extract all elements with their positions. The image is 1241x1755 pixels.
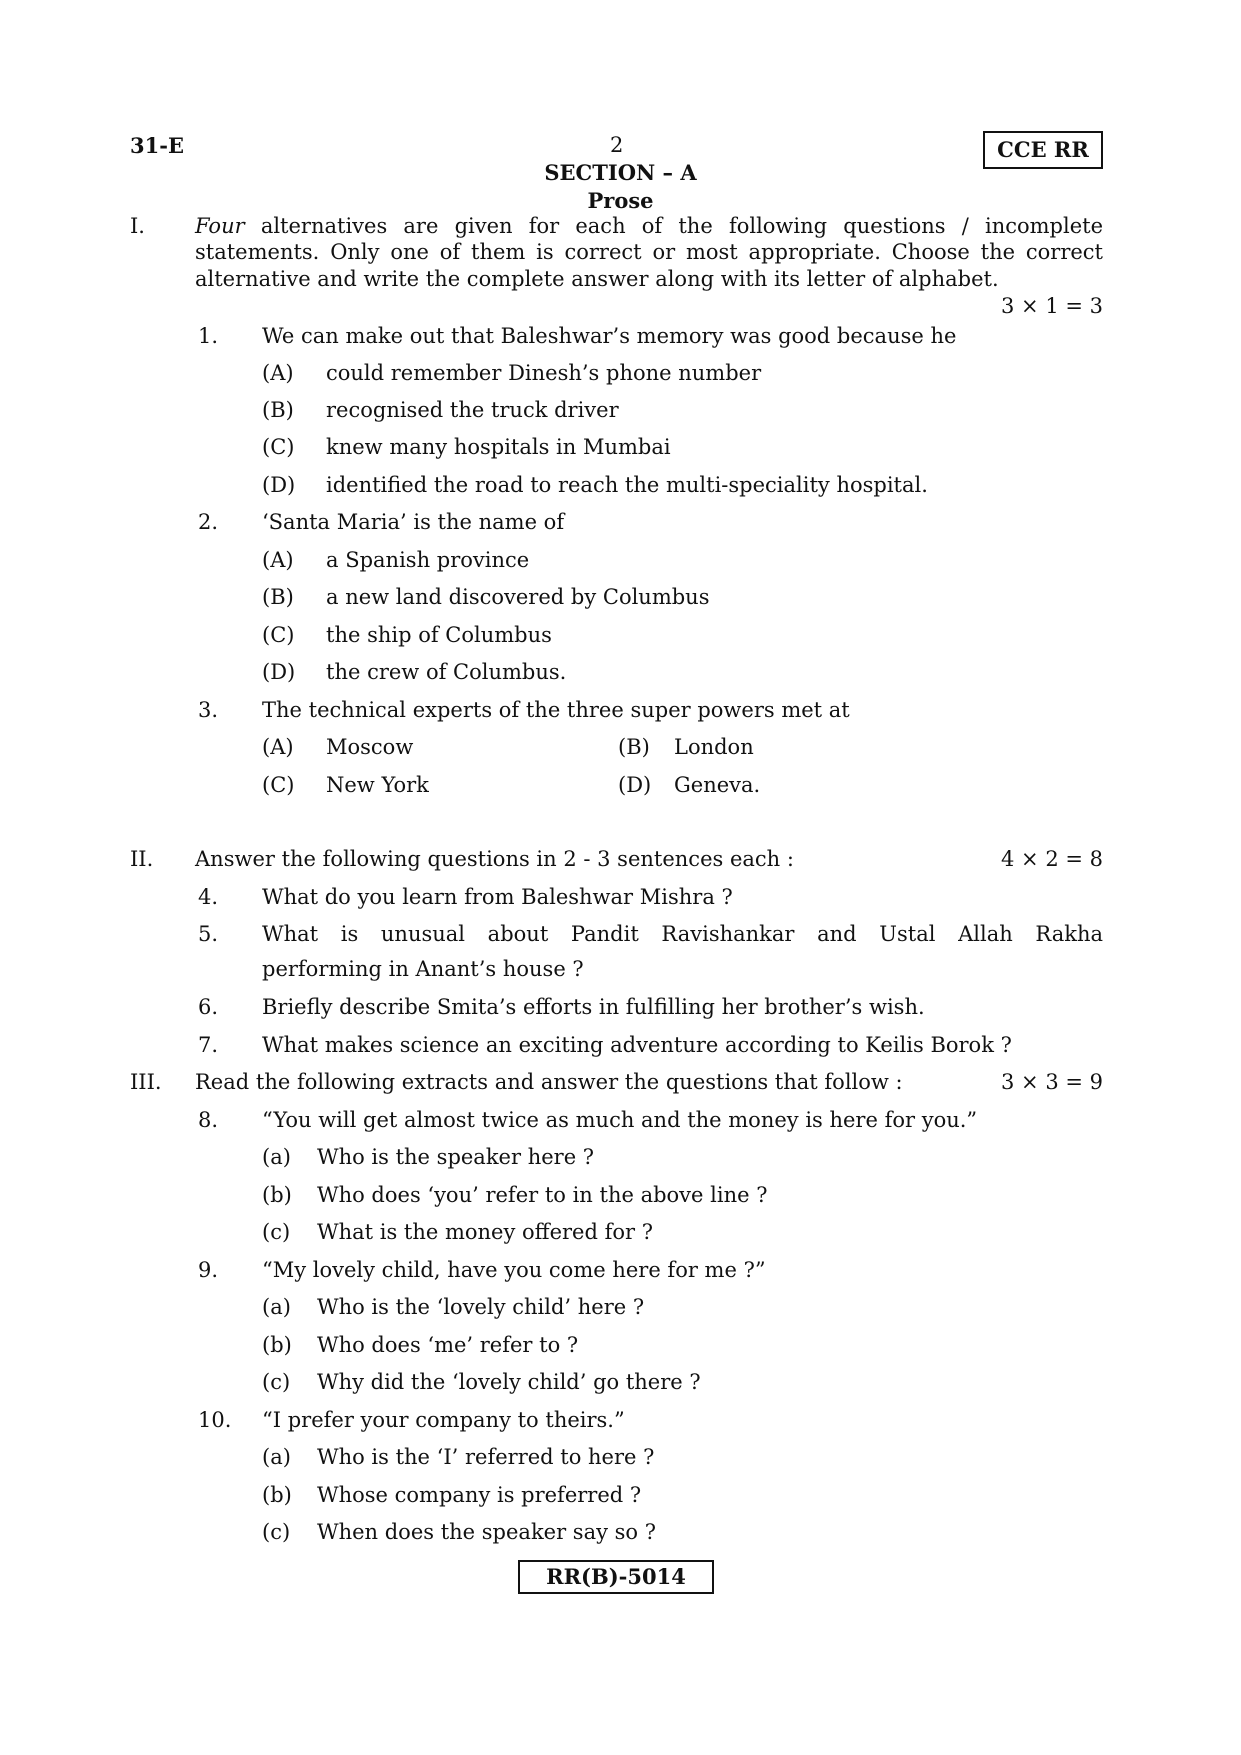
option-text: could remember Dinesh’s phone number — [326, 361, 762, 385]
option-letter: (C) — [262, 623, 295, 647]
question-number: 4. — [198, 885, 219, 909]
footer-code-box: RR(B)-5014 — [518, 1560, 714, 1594]
option-text: identified the road to reach the multi-speciality hospital. — [326, 473, 928, 497]
cce-rr-box: CCE RR — [983, 131, 1103, 169]
extract-text: “You will get almost twice as much and the money is here for you.” — [262, 1108, 978, 1132]
sub-question-text: Why did the ‘lovely child’ go there ? — [317, 1370, 701, 1394]
sub-question-text: Who is the ‘lovely child’ here ? — [317, 1295, 645, 1319]
sub-question-letter: (a) — [262, 1445, 291, 1469]
part-1-marks: 3 × 1 = 3 — [1001, 294, 1103, 318]
extract-text: “I prefer your company to theirs.” — [262, 1408, 625, 1432]
option-letter: (A) — [262, 735, 294, 759]
question-text: The technical experts of the three super powers met at — [262, 698, 850, 722]
option-letter: (B) — [262, 398, 294, 422]
option-letter: (C) — [262, 773, 295, 797]
paper-code: 31-E — [130, 133, 184, 158]
sub-question-letter: (c) — [262, 1520, 291, 1544]
option-letter: (C) — [262, 435, 295, 459]
question-number: 5. — [198, 922, 219, 946]
extract-text: “My lovely child, have you come here for me ?” — [262, 1258, 766, 1282]
option-text: New York — [326, 773, 429, 797]
option-letter: (B) — [618, 735, 650, 759]
sub-question-text: Whose company is preferred ? — [317, 1483, 642, 1507]
sub-question-letter: (b) — [262, 1333, 292, 1357]
option-text: London — [674, 735, 754, 759]
part-2-instruction: Answer the following questions in 2 - 3 sentences each : — [195, 847, 794, 871]
sub-question-text: Who is the ‘I’ referred to here ? — [317, 1445, 655, 1469]
sub-question-letter: (b) — [262, 1483, 292, 1507]
question-text: What makes science an exciting adventure according to Keilis Borok ? — [262, 1033, 1012, 1057]
sub-question-text: Who does ‘me’ refer to ? — [317, 1333, 579, 1357]
question-text: What do you learn from Baleshwar Mishra ? — [262, 885, 733, 909]
option-text: the ship of Columbus — [326, 623, 552, 647]
option-letter: (A) — [262, 548, 294, 572]
part-2-roman: II. — [130, 847, 154, 871]
part-3-instruction: Read the following extracts and answer the questions that follow : — [195, 1070, 903, 1094]
sub-question-letter: (c) — [262, 1220, 291, 1244]
part-1-instruction-line-2: statements. Only one of them is correct or most appropriate. Choose the correct — [195, 240, 1103, 264]
option-text: Moscow — [326, 735, 414, 759]
sub-question-letter: (b) — [262, 1183, 292, 1207]
option-letter: (D) — [618, 773, 652, 797]
option-letter: (B) — [262, 585, 294, 609]
option-letter: (D) — [262, 473, 296, 497]
question-number: 6. — [198, 995, 219, 1019]
question-text: ‘Santa Maria’ is the name of — [262, 510, 565, 534]
option-text: recognised the truck driver — [326, 398, 619, 422]
question-number: 9. — [198, 1258, 219, 1282]
instruction-line-1-rest: alternatives are given for each of the following questions / incomplete — [244, 214, 1103, 238]
option-text: the crew of Columbus. — [326, 660, 567, 684]
question-number: 7. — [198, 1033, 219, 1057]
section-title: SECTION – A — [544, 160, 697, 185]
sub-question-text: What is the money offered for ? — [317, 1220, 653, 1244]
part-3-marks: 3 × 3 = 9 — [1001, 1070, 1103, 1094]
question-number: 1. — [198, 324, 219, 348]
part-1-instruction-line-3: alternative and write the complete answer along with its letter of alphabet. — [195, 267, 999, 291]
question-text: What is unusual about Pandit Ravishankar and Ustal Allah Rakha — [262, 922, 1103, 946]
question-number: 10. — [198, 1408, 232, 1432]
question-number: 2. — [198, 510, 219, 534]
sub-question-letter: (a) — [262, 1295, 291, 1319]
part-2-marks: 4 × 2 = 8 — [1001, 847, 1103, 871]
sub-question-text: Who does ‘you’ refer to in the above line ? — [317, 1183, 768, 1207]
part-3-roman: III. — [130, 1070, 162, 1094]
sub-question-text: Who is the speaker here ? — [317, 1145, 595, 1169]
section-subtitle: Prose — [587, 188, 654, 213]
option-text: a Spanish province — [326, 548, 530, 572]
sub-question-letter: (c) — [262, 1370, 291, 1394]
part-1-roman: I. — [130, 214, 145, 238]
question-text-continued: performing in Anant’s house ? — [262, 957, 584, 981]
question-number: 8. — [198, 1108, 219, 1132]
page-number: 2 — [610, 133, 624, 157]
instruction-emphasis: Four — [195, 214, 245, 238]
question-number: 3. — [198, 698, 219, 722]
option-letter: (A) — [262, 361, 294, 385]
question-text: We can make out that Baleshwar’s memory was good because he — [262, 324, 957, 348]
option-text: a new land discovered by Columbus — [326, 585, 710, 609]
sub-question-letter: (a) — [262, 1145, 291, 1169]
sub-question-text: When does the speaker say so ? — [317, 1520, 656, 1544]
option-letter: (D) — [262, 660, 296, 684]
part-1-instruction-line-1 — [195, 214, 1103, 238]
option-text: Geneva. — [674, 773, 761, 797]
question-text: Briefly describe Smita’s efforts in fulfilling her brother’s wish. — [262, 995, 925, 1019]
option-text: knew many hospitals in Mumbai — [326, 435, 671, 459]
